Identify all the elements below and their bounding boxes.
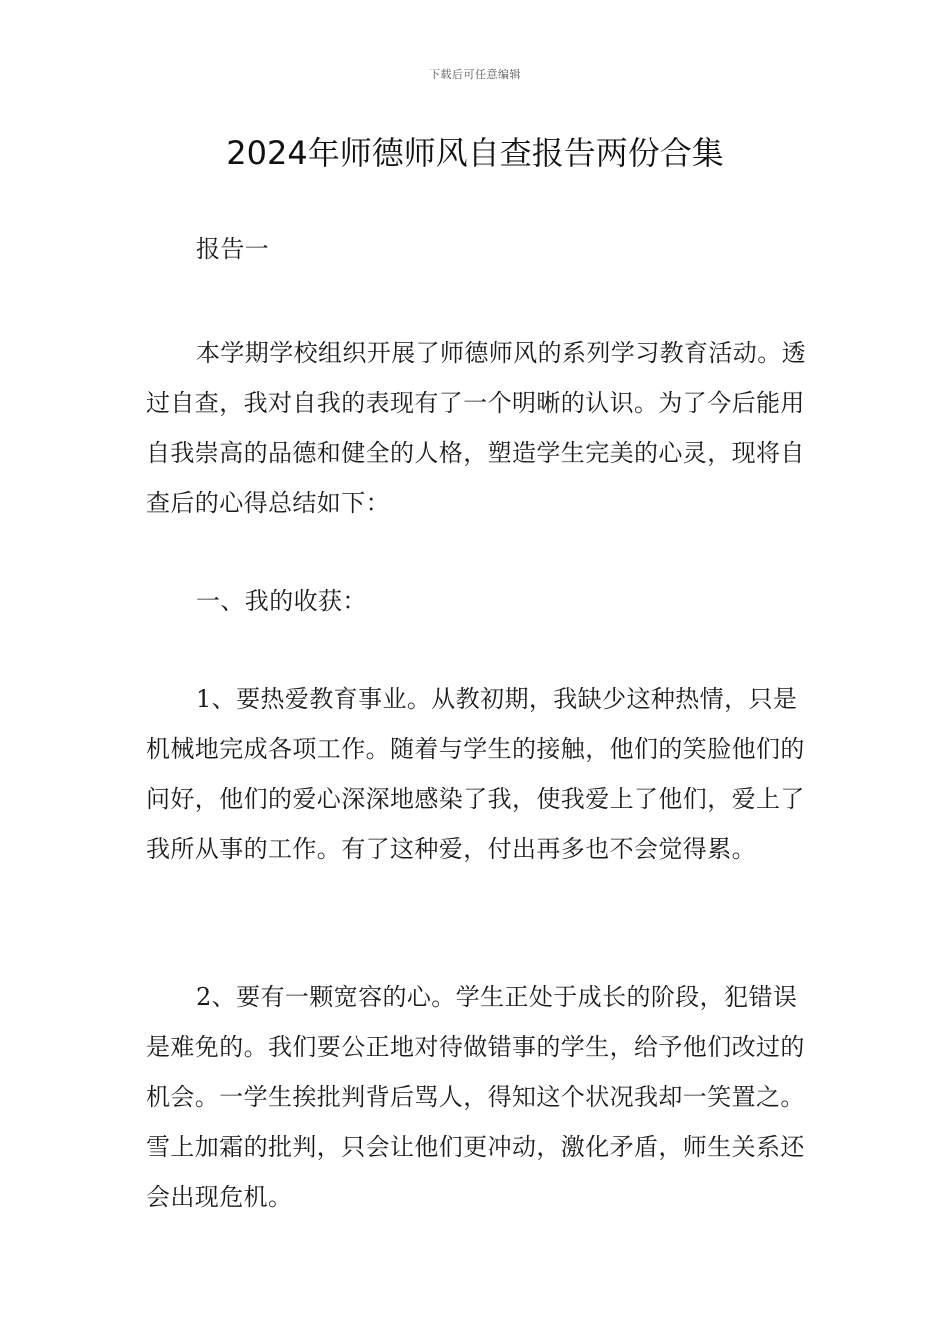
report-label-block — [146, 224, 810, 274]
document-title: 2024年师德师风自查报告两份合集 — [226, 134, 724, 172]
section-heading-block — [146, 576, 810, 626]
intro-paragraph-block — [146, 328, 810, 528]
section-heading: 一、我的收获： — [196, 587, 367, 615]
report-label: 报告一 — [196, 235, 270, 263]
list-item: 2、要有一颗宽容的心。学生正处于成长的阶段，犯错误是难免的。我们要公正地对待做错事的学生，给予他们改过的机会。一学生挨批判背后骂人，得知这个状况我却一笑置之。雪上加霜的批判，只会让他们更冲动，激化矛盾，师生关系还会出现危机。 — [146, 983, 805, 1211]
list-item-block — [146, 674, 810, 874]
list-item-block — [146, 972, 810, 1222]
list-item: 1、要热爱教育事业。从教初期，我缺少这种热情，只是机械地完成各项工作。随着与学生的接触，他们的笑脸他们的问好，他们的爱心深深地感染了我，使我爱上了他们，爱上了我所从事的工作。有了这种爱，付出再多也不会觉得累。 — [146, 685, 805, 863]
header-note: 下载后可任意编辑 — [429, 68, 521, 81]
intro-paragraph: 本学期学校组织开展了师德师风的系列学习教育活动。透过自查，我对自我的表现有了一个明晰的认识。为了今后能用自我崇高的品德和健全的人格，塑造学生完美的心灵，现将自查后的心得总结如下： — [146, 339, 806, 517]
